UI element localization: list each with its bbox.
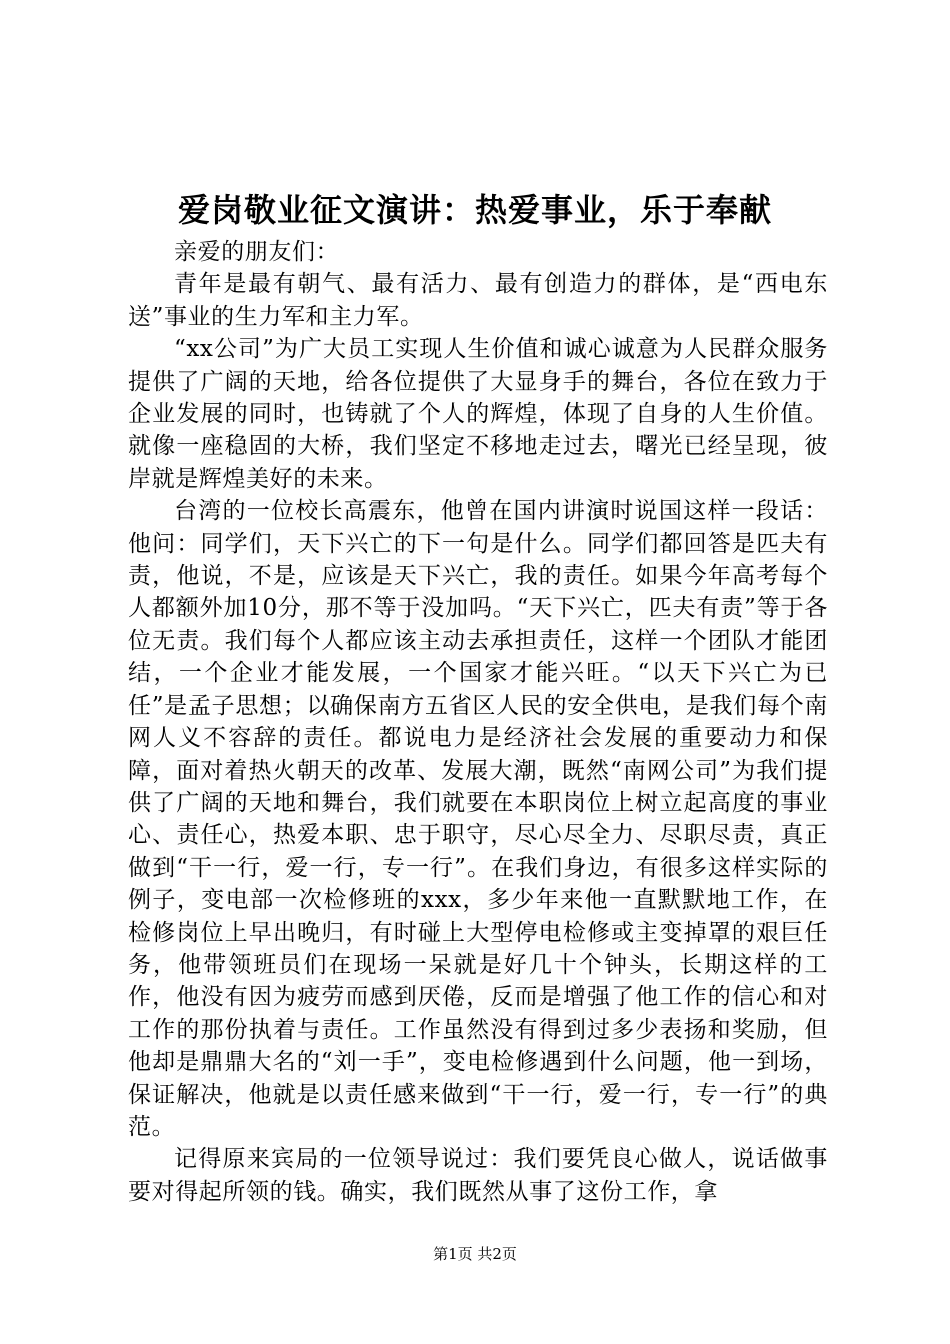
salutation-paragraph: 亲爱的朋友们： — [174, 239, 340, 265]
page-number-footer: 第1页 共2页 — [433, 1245, 517, 1263]
document-body — [128, 236, 828, 1208]
body-paragraph: 台湾的一位校长高震东，他曾在国内讲演时说国这样一段话：他问：同学们，天下兴亡的下一句是什么。同学们都回答是匹夫有责，他说，不是，应该是天下兴亡，我的责任。如果今年高考每个人都额外加10分，那不等于没加吗。“天下兴亡，匹夫有责”等于各位无责。我们每个人都应该主动去承担责任，这样一个团队才能团结，一个企业才能发展，一个国家才能兴旺。“以天下兴亡为已任”是孟子思想；以确保南方五省区人民的安全供电，是我们每个南网人义不容辞的责任。都说电力是经济社会发展的重要动力和保障，面对着热火朝天的改革、发展大潮，既然“南网公司”为我们提供了广阔的天地和舞台，我们就要在本职岗位上树立起高度的事业心、责任心，热爱本职、忠于职守，尽心尽全力、尽职尽责，真正做到“干一行，爱一行，专一行”。在我们身边，有很多这样实际的例子，变电部一次检修班的xxx，多少年来他一直默默地工作，在检修岗位上早出晚归，有时碰上大型停电检修或主变掉罩的艰巨任务，他带领班员们在现场一呆就是好几十个钟头，长期这样的工作，他没有因为疲劳而感到厌倦，反而是增强了他工作的信心和对工作的那份执着与责任。工作虽然没有得到过多少表扬和奖励，但他却是鼎鼎大名的“刘一手”，变电检修遇到什么问题，他一到场，保证解决，他就是以责任感来做到“干一行，爱一行，专一行”的典范。 — [128, 498, 828, 1140]
body-paragraph: 记得原来宾局的一位领导说过：我们要凭良心做人，说话做事要对得起所领的钱。确实，我们既然从事了这份工作，拿 — [128, 1146, 828, 1205]
document-title: 爱岗敬业征文演讲：热爱事业，乐于奉献 — [177, 191, 772, 229]
body-paragraph: “xx公司”为广大员工实现人生价值和诚心诚意为人民群众服务提供了广阔的天地，给各位提供了大显身手的舞台，各位在致力于企业发展的同时，也铸就了个人的辉煌，体现了自身的人生价值。就像一座稳固的大桥，我们坚定不移地走过去，曙光已经呈现，彼岸就是辉煌美好的未来。 — [128, 336, 828, 492]
body-paragraph: 青年是最有朝气、最有活力、最有创造力的群体，是“西电东送”事业的生力军和主力军。 — [128, 271, 828, 330]
